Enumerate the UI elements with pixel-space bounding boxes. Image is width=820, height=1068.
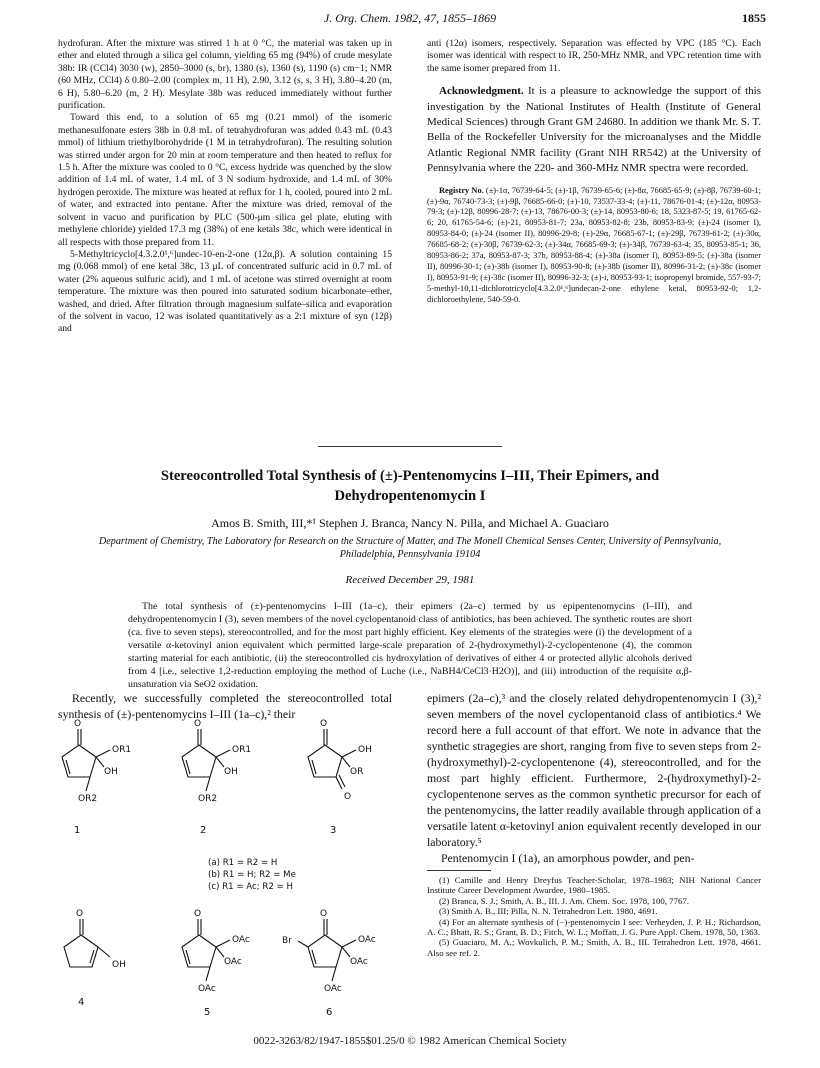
acknowledgment-text: It is a pleasure to acknowledge the support of this investigation by the National Institutes of Health (Institute of General Medical Sciences) through Grant GM 24680. In addition we thank Mr. S. T. Bella of the Rockefeller University for the microanalyses and the Middle Atlantic Regional NMR facility (Grant NIH RR542) at the University of Pennsylvania where the 220- and 360-MHz NMR spectra were recorded. — [427, 85, 761, 175]
structure-4 — [64, 919, 110, 967]
acknowledgment — [427, 84, 761, 176]
atom-label: O — [74, 719, 82, 729]
page-number: 1855 — [742, 11, 766, 25]
substituent-label: OH — [104, 767, 118, 777]
paragraph: epimers (2a–c),³ and the closely related dehydropentenomycin I (3),² seven members of the novel cyclopentanoid class of antibiotics.⁴ We record here a full account of that effort. We note in advance that the synthetic stragegies are short, ranging from five to seven steps from 2-(hydroxymethyl)-2-cyclopentenone (4), stereocontrolled, and for the most part highly efficient. Furthermore, 2-(hydroxymethyl)-2-cyclopentenone serves as the common synthetic precursor for each of the pentenomycins, the latter readily available through application of a versatile latent α-ketovinyl anion equivalent recently developed in our laboratory.⁵ — [427, 691, 761, 849]
page-footer: 0022-3263/82/1947-1855$01.25/0 © 1982 American Chemical Society — [253, 1035, 567, 1047]
registry-label: Registry No. — [439, 185, 484, 195]
article-title: Stereocontrolled Total Synthesis of (±)-Pentenomycins I–III, Their Epimers, and Dehydropentenomycin I — [160, 468, 660, 504]
footnote-divider — [427, 870, 491, 871]
substituent-label: OAc — [350, 957, 368, 967]
r-group-legend-a: (a) R1 = R2 = H — [208, 858, 278, 868]
running-header — [0, 11, 820, 31]
paragraph: Toward this end, to a solution of 65 mg (0.21 mmol) of the isomeric methanesulfonate esters 38b in 0.8 mL of tetrahydrofuran was added 0.43 mL (0.43 mmol) of lithium triethylborohydride (1 M in tetrahydrofuran). The resulting solution was stirred under argon for 20 min at room temperature and then heated to reflux for 1.5 h. After the mixture was cooled to 0 °C, excess hydride was quenched by the slow addition of 1.4 mL of water, 1.4 mL of 3 N sodium hydroxide, and 1.4 mL of 30% hydrogen peroxide. The mixture was heated at reflux for 1 h, cooled, poured into 2 mL of water, and extracted into pentane. After the mixture was dried, removal of the solvent in vacuo and purification by PLC (500-μm silica gel plate, eluting with methylene chloride) yielded 17.3 mg (38%) of ene ketals 38c, which were identical in all respects with those prepared from 11. — [58, 112, 392, 248]
footnote: (3) Smith A. B., III; Pilla, N. N. Tetrahedron Lett. 1980, 4691. — [439, 906, 658, 917]
substituent-label: OR1 — [232, 745, 252, 755]
compound-number: 4 — [78, 997, 85, 1008]
abstract — [128, 600, 692, 691]
substituent-label: OR2 — [198, 794, 218, 804]
footnote: (5) Guaciaro, M. A.; Wovkulich, P. M.; Smith, A. B., III. Tetrahedron Lett. 1978, 4661. Also see ref. 2. — [427, 937, 761, 958]
compound-number: 6 — [326, 1007, 333, 1018]
substituent-label: Br — [282, 936, 292, 946]
substituent-label: OR — [350, 767, 364, 777]
substituent-label: OR1 — [112, 745, 132, 755]
substituent-label: OAc — [232, 935, 250, 945]
article-affiliation: Department of Chemistry, The Laboratory for Research on the Structure of Matter, and The Monell Chemical Senses Center, University of Pennsylvania, Philadelphia, Pennsylvania 19104 — [98, 536, 722, 560]
article-divider — [318, 446, 502, 447]
paragraph: Pentenomycin I (1a), an amorphous powder, and pen- — [441, 851, 695, 865]
received-date: Received December 29, 1981 — [345, 574, 475, 586]
atom-label: O — [320, 719, 328, 729]
footnotes — [427, 875, 761, 958]
paragraph: 5-Methyltricyclo[4.3.2.0¹,⁶]undec-10-en-2-one (12α,β). A solution containing 15 mg (0.068 mmol) of ene ketal 38c, 13 μL of concentrated sulfuric acid in 0.7 mL of water (2% aqueous sulfuric acid), and 1 mL of acetone was stirred overnight at room temperature. The mixture was then poured into saturated sodium bicarbonate–ether, washed, and dried. After filtration through magnesium sulfate–silica and evaporation of the solvent in vacuo, 12 was isolated quantitatively as a 2:1 mixture of syn (12β) and — [58, 248, 392, 335]
atom-label: O — [344, 792, 352, 802]
structure-5 — [182, 919, 230, 981]
substituent-label: OR2 — [78, 794, 98, 804]
registry-text: (±)-1α, 76739-64-5; (±)-1β, 76739-65-6; (±)-8α, 76685-65-9; (±)-8β, 76739-60-1; (±)-9α, 76740-73-3; (±)-9β, 76685-66-0; (±)-10, 73537-33-4; (±)-11, 78676-01-4; (±)-12α, 80953-79-3; (±)-12β, 80996-28-7; (±)-13, 78676-00-3; (±)-14, 80953-80-6; 18, 5323-87-5; 19, 61765-62-6; 20, 61765-54-6; (±)-21, 80953-81-7; 23a, 80953-82-8; 23b, 80953-83-9; (±)-24 (isomer I), 80953-84-0; (±)-24 (isomer II), 80996-29-8; (±)-29α, 76685-67-1; (±)-29β, 76739-61-2; (±)-30α, 76685-68-2; (±)-30β, 76739-62-3; (±)-34α, 76685-69-3; (±)-34β, 76739-63-4; 35, 80953-85-1; 36, 80953-86-2; 37a, 80953-87-3; 37b, 80953-88-4; (±)-38a (isomer I), 80953-89-5; (±)-38a (isomer II), 80996-30-1; (±)-38b (isomer I), 80953-90-8; (±)-38b (isomer II), 80996-31-2; (±)-38c (isomer I), 80953-91-9; (±)-38c (isomer II), 80996-32-3; (±)-i, 80953-93-1; isopropenyl bromide, 557-93-7; 5-methyl-10,11-dichlorotricyclo[4.3.2.0¹,⁶]undecan-2-one ethylene ketal, 80953-92-0; 1,2-dichloroethylene, 540-59-0. — [427, 185, 761, 304]
right-column-experimental — [427, 38, 761, 306]
compound-number: 1 — [74, 825, 81, 836]
body-right — [427, 690, 761, 958]
substituent-label: OH — [224, 767, 238, 777]
left-column-experimental — [58, 38, 392, 336]
atom-label: O — [320, 909, 328, 919]
structure-3 — [308, 729, 356, 789]
atom-label: O — [76, 909, 84, 919]
paragraph: hydrofuran. After the mixture was stirred 1 h at 0 °C, the material was taken up in ether and eluted through a silica gel column, yielding 65 mg (94%) of crude mesylate 38b: IR (CCl4) 3030 (w), 2850–3000 (s, br), 1380 (s), 1360 (s), 1190 (s) cm−1; NMR (60 MHz, CCl4) δ 0.80–2.00 (complex m, 11 H), 2.90, 3.12 (s, s, 3 H), 3.80–4.20 (m, 6 H), 5.80–6.20 (m, 2 H). Mesylate 38b was reduced immediately without further purification. — [58, 38, 392, 112]
substituent-label: OAc — [198, 984, 216, 994]
substituent-label: OAc — [358, 935, 376, 945]
paragraph: anti (12α) isomers, respectively. Separation was effected by VPC (185 °C). Each isomer was identical with respect to IR, 250-MHz NMR, and VPC retention time with the same isomer prepared from 11. — [427, 38, 761, 74]
article-authors: Amos B. Smith, III,*¹ Stephen J. Branca, Nancy N. Pilla, and Michael A. Guaciaro — [211, 516, 609, 530]
abstract-text: The total synthesis of (±)-pentenomycins I–III (1a–c), their epimers (2a–c) termed by us epipentenomycins (I–III), and dehydropentenomycin I (3), seven members of the novel cyclopentanoid class of antibiotics, has been achieved. The synthetic routes are short (ca. five to seven steps), stereocontrolled, and for the most part highly efficient. Key elements of the strategies were (i) the development of a versatile α-ketovinyl anion equivalent which permitted large-scale preparation of 2-(hydroxymethyl)-2-cyclopentenone (4), the common starting material for each antibiotic, (ii) the stereocontrolled cis hydroxylation of derivatives of either 4 or protected allylic alcohols derived from 4 [i.e., selective 1,2-reduction employing the method of Luche (i.e., NaBH4/CeCl3·H2O)], and (iii) introduction of the requisite α,β-unsaturation via SeO2 oxidation. — [128, 601, 692, 690]
substituent-label: OAc — [224, 957, 242, 967]
journal-citation: J. Org. Chem. 1982, 47, 1855–1869 — [323, 11, 497, 25]
compound-number: 2 — [200, 825, 207, 836]
chemical-structures-figure — [58, 705, 398, 1025]
footnote: (2) Branca, S. J.; Smith, A. B., III. J. Am. Chem. Soc. 1978, 100, 7767. — [439, 895, 689, 906]
compound-number: 5 — [204, 1007, 211, 1018]
paragraph: Recently, we successfully completed the stereocontrolled total synthesis of (±)-pentenomycins I–III (1a–c),² their — [58, 691, 392, 721]
structure-6 — [298, 919, 356, 981]
r-group-legend-c: (c) R1 = Ac; R2 = H — [208, 882, 293, 892]
footnote: (4) For an alternate synthesis of (−)-pentenomycin I see: Verheyden, J. P. H.; Richardson, A. C.; Bhatt, R. S.; Grant, B. D.; Fitch, W. L.; Moffatt, J. G. Pure Appl. Chem. 1978, 50, 1363. — [427, 916, 761, 938]
atom-label: O — [194, 909, 202, 919]
substituent-label: OH — [112, 960, 126, 970]
substituent-label: OAc — [324, 984, 342, 994]
structure-1 — [62, 729, 110, 791]
substituent-label: OH — [358, 745, 372, 755]
compound-number: 3 — [330, 825, 337, 836]
atom-label: O — [194, 719, 202, 729]
registry-numbers — [427, 186, 761, 306]
acknowledgment-label: Acknowledgment. — [439, 85, 524, 98]
r-group-legend-b: (b) R1 = H; R2 = Me — [208, 870, 296, 880]
structure-2 — [182, 729, 230, 791]
footnote: (1) Camille and Henry Dreyfus Teacher-Scholar, 1978–1983; NIH National Cancer Institute Career Development Awardee, 1980–1985. — [427, 875, 761, 896]
